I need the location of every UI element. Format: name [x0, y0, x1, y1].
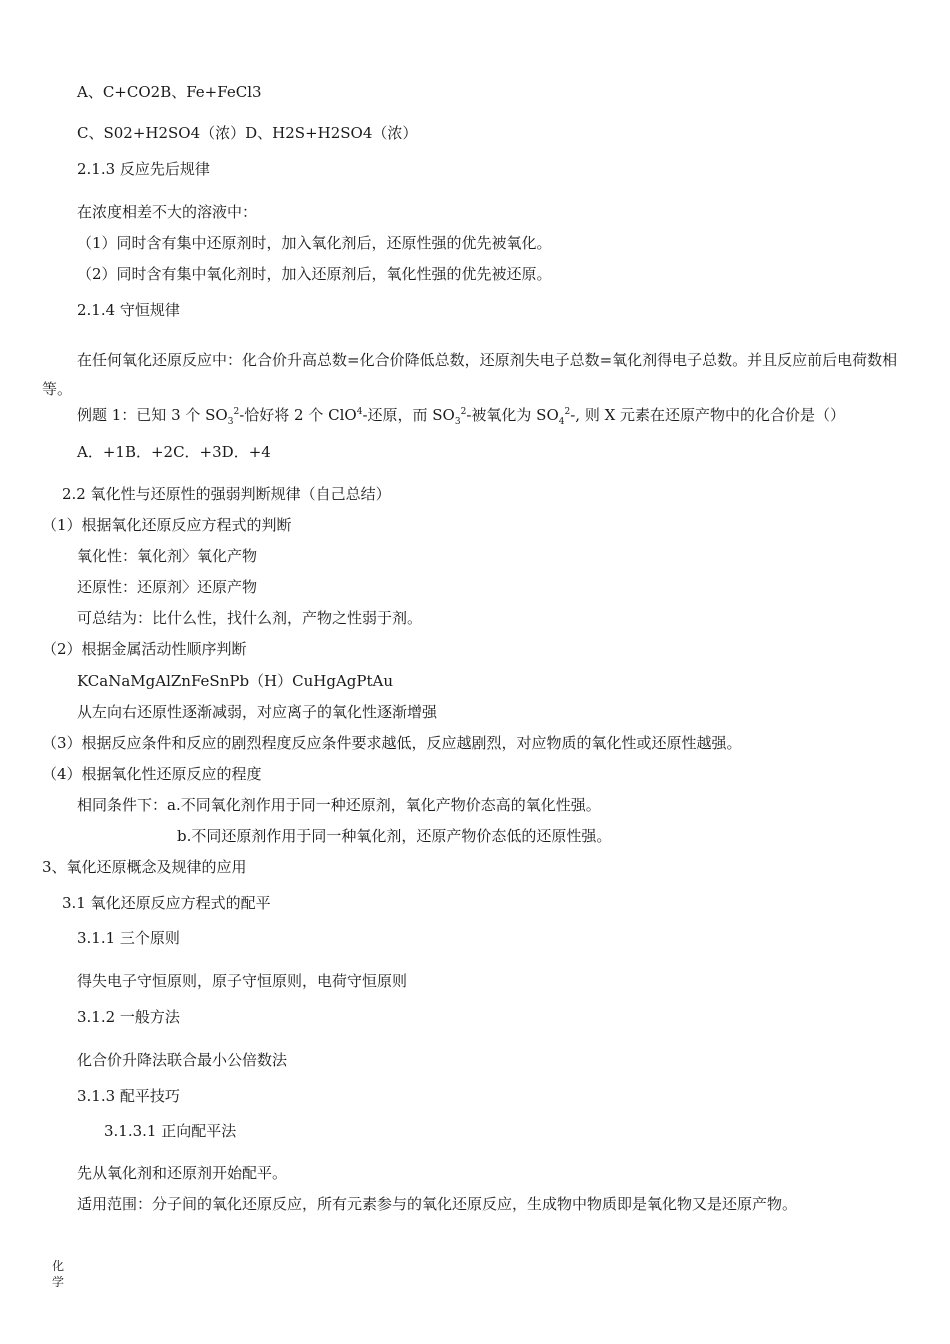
option-a-b: A、C+CO2B、Fe+FeCl3 — [77, 83, 262, 101]
example-options: A．+1B．+2C．+3D．+4 — [77, 443, 271, 461]
metal-activity-series: KCaNaMgAlZnFeSnPb（H）CuHgAgPtAu — [77, 672, 394, 690]
list-item: （2）根据金属活动性顺序判断 — [42, 640, 247, 658]
paragraph-conservation: 在任何氧化还原反应中：化合价升高总数=化合价降低总数，还原剂失电子总数=氧化剂得电子总数。并且反应前后电荷数相等。 — [42, 351, 898, 398]
section-heading-2-1-4: 2.1.4 守恒规律 — [77, 301, 180, 319]
paragraph-text: 化合价升降法联合最小公倍数法 — [77, 1051, 288, 1069]
option-c-d: C、S02+H2SO4（浓）D、H2S+H2SO4（浓） — [77, 124, 418, 142]
paragraph-text: 相同条件下：a.不同氧化剂作用于同一种还原剂，氧化产物价态高的氧化性强。 — [77, 796, 601, 814]
paragraph-text: b.不同还原剂作用于同一种氧化剂，还原产物价态低的还原性强。 — [177, 827, 612, 845]
paragraph-text: 在浓度相差不大的溶液中： — [77, 203, 258, 221]
section-heading-3-1-3: 3.1.3 配平技巧 — [77, 1087, 180, 1105]
page-footer-label: 化学 — [52, 1259, 65, 1289]
paragraph-text: （1）同时含有集中还原剂时，加入氧化剂后，还原性强的优先被氧化。 — [77, 234, 552, 252]
paragraph-text: 氧化性：氧化剂〉氧化产物 — [77, 547, 258, 565]
paragraph-text: 先从氧化剂和还原剂开始配平。 — [77, 1164, 288, 1182]
paragraph-text: 还原性：还原剂〉还原产物 — [77, 578, 258, 596]
section-heading-3-1-1: 3.1.1 三个原则 — [77, 929, 180, 947]
paragraph-text: 适用范围：分子间的氧化还原反应，所有元素参与的氧化还原反应，生成物中物质即是氧化物又是还原产物。 — [77, 1195, 798, 1213]
paragraph-text: 从左向右还原性逐渐减弱，对应离子的氧化性逐渐增强 — [77, 703, 438, 721]
section-heading-3-1-3-1: 3.1.3.1 正向配平法 — [104, 1122, 237, 1140]
section-heading-2-1-3: 2.1.3 反应先后规律 — [77, 160, 210, 178]
section-heading-3-1: 3.1 氧化还原反应方程式的配平 — [62, 894, 271, 912]
list-item: （3）根据反应条件和反应的剧烈程度反应条件要求越低，反应越剧烈，对应物质的氧化性或还原性越强。 — [42, 734, 742, 752]
paragraph-text: 可总结为：比什么性，找什么剂，产物之性弱于剂。 — [77, 609, 423, 627]
paragraph-text: （2）同时含有集中氧化剂时，加入还原剂后，氧化性强的优先被还原。 — [77, 265, 552, 283]
paragraph-text: 得失电子守恒原则，原子守恒原则，电荷守恒原则 — [77, 972, 408, 990]
list-item: （4）根据氧化性还原反应的程度 — [42, 765, 262, 783]
example-question: 例题 1：已知 3 个 $SO_3^2-$恰好将 2 个 ClO$^4$-还原，而 $SO_3^2-$被氧化为 $SO_4^2-$, 则 X 元素在还原产物中的化合价是（） — [77, 406, 846, 427]
section-heading-2-2: 2.2 氧化性与还原性的强弱判断规律（自己总结） — [62, 485, 391, 503]
section-heading-3-1-2: 3.1.2 一般方法 — [77, 1008, 180, 1026]
section-heading-3: 3、氧化还原概念及规律的应用 — [42, 858, 247, 876]
list-item: （1）根据氧化还原反应方程式的判断 — [42, 516, 292, 534]
